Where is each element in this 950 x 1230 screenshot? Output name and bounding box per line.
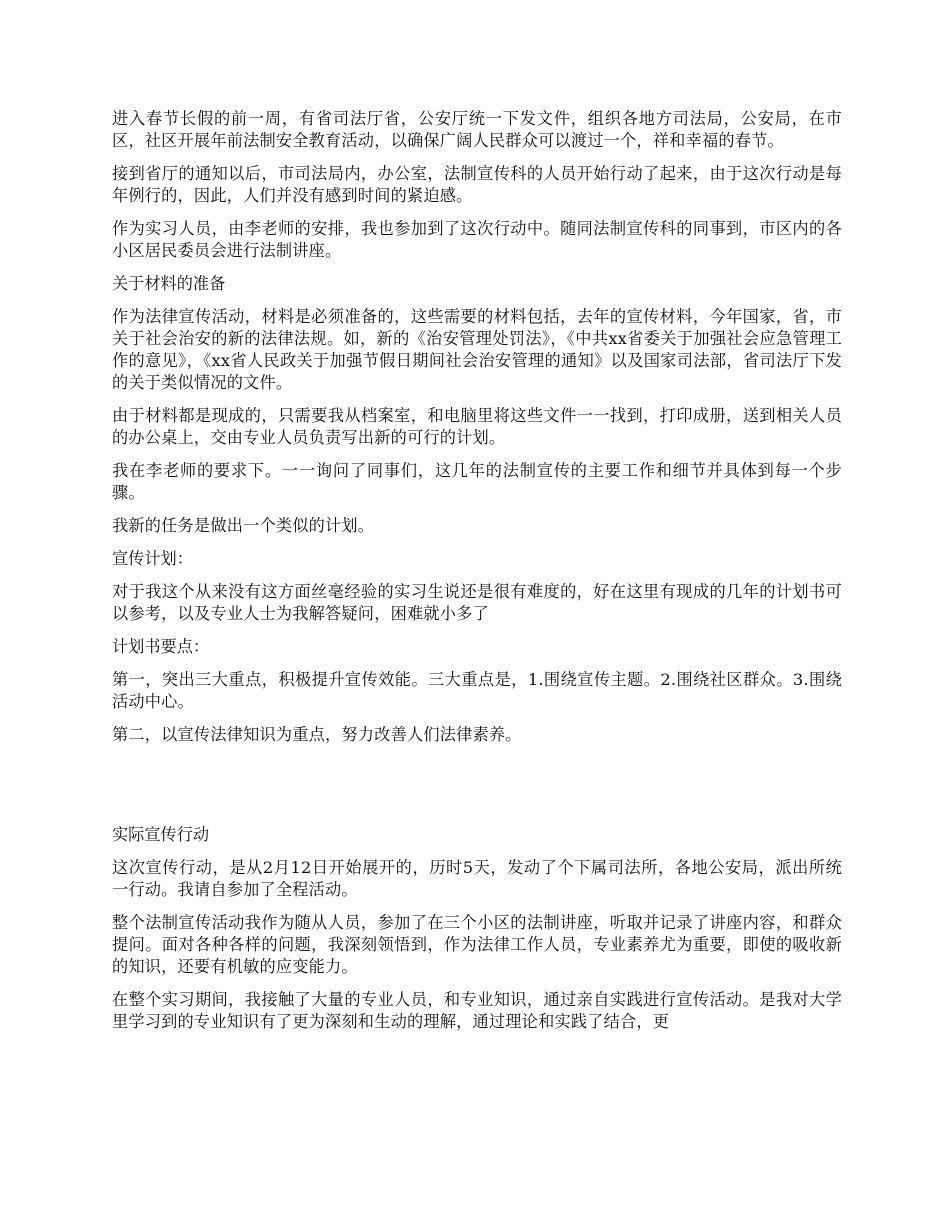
paragraph-point-2: 第二，以宣传法律知识为重点，努力改善人们法律素养。 — [112, 725, 522, 744]
heading-plan: 宣传计划： — [112, 549, 193, 568]
paragraph-intern-role: 作为实习人员，由李老师的安排，我也参加到了这次行动中。随同法制宣传科的同事到，市区内的各小区居民委员会进行法制讲座。 — [112, 219, 842, 260]
heading-materials: 关于材料的准备 — [112, 274, 226, 293]
paragraph-new-task: 我新的任务是做出一个类似的计划。 — [112, 516, 375, 535]
paragraph-point-1: 第一，突出三大重点，积极提升宣传效能。三大重点是，1.围绕宣传主题。2.围绕社区群众。3.围绕活动中心。 — [112, 670, 842, 711]
paragraph-notice: 接到省厅的通知以后，市司法局内，办公室，法制宣传科的人员开始行动了起来，由于这次行动是每年例行的，因此，人们并没有感到时间的紧迫感。 — [112, 164, 842, 205]
paragraph-summary: 在整个实习期间，我接触了大量的专业人员，和专业知识，通过亲自实践进行宣传活动。是我对大学里学习到的专业知识有了更为深刻和生动的理解，通过理论和实践了结合，更 — [112, 990, 842, 1031]
document-page — [112, 108, 842, 1044]
heading-action: 实际宣传行动 — [112, 825, 210, 844]
paragraph-lectures: 整个法制宣传活动我作为随从人员，参加了在三个小区的法制讲座，听取并记录了讲座内容，和群众提问。面对各种各样的问题，我深刻领悟到，作为法律工作人员，专业素养尤为重要，即使的吸收新的知识，还要有机敏的应变能力。 — [112, 913, 842, 976]
paragraph-inquiry: 我在李老师的要求下。一一询问了同事们，这几年的法制宣传的主要工作和细节并具体到每一个步骤。 — [112, 461, 842, 502]
blank-space — [112, 757, 842, 824]
paragraph-plan: 对于我这个从来没有这方面丝毫经验的实习生说还是很有难度的，好在这里有现成的几年的计划书可以参考，以及专业人士为我解答疑问，困难就小多了 — [112, 582, 842, 623]
paragraph-materials-ready: 由于材料都是现成的，只需要我从档案室，和电脑里将这些文件一一找到，打印成册，送到相关人员的办公桌上，交由专业人员负责写出新的可行的计划。 — [112, 406, 842, 447]
paragraph-action: 这次宣传行动，是从2月12日开始展开的，历时5天，发动了个下属司法所，各地公安局，派出所统一行动。我请自参加了全程活动。 — [112, 858, 842, 899]
heading-points: 计划书要点： — [112, 637, 210, 656]
paragraph-materials: 作为法律宣传活动，材料是必须准备的，这些需要的材料包括，去年的宣传材料，今年国家，省，市关于社会治安的新的法律法规。如，新的《治安管理处罚法》，《中共xx省委关于加强社会应急管理工作的意见》，《xx省人民政关于加强节假日期间社会治安管理的通知》以及国家司法部，省司法厅下发的关于类似情况的文件。 — [112, 307, 842, 392]
paragraph-intro: 进入春节长假的前一周，有省司法厅省，公安厅统一下发文件，组织各地方司法局，公安局，在市区，社区开展年前法制安全教育活动，以确保广阔人民群众可以渡过一个，祥和幸福的春节。 — [112, 109, 842, 150]
